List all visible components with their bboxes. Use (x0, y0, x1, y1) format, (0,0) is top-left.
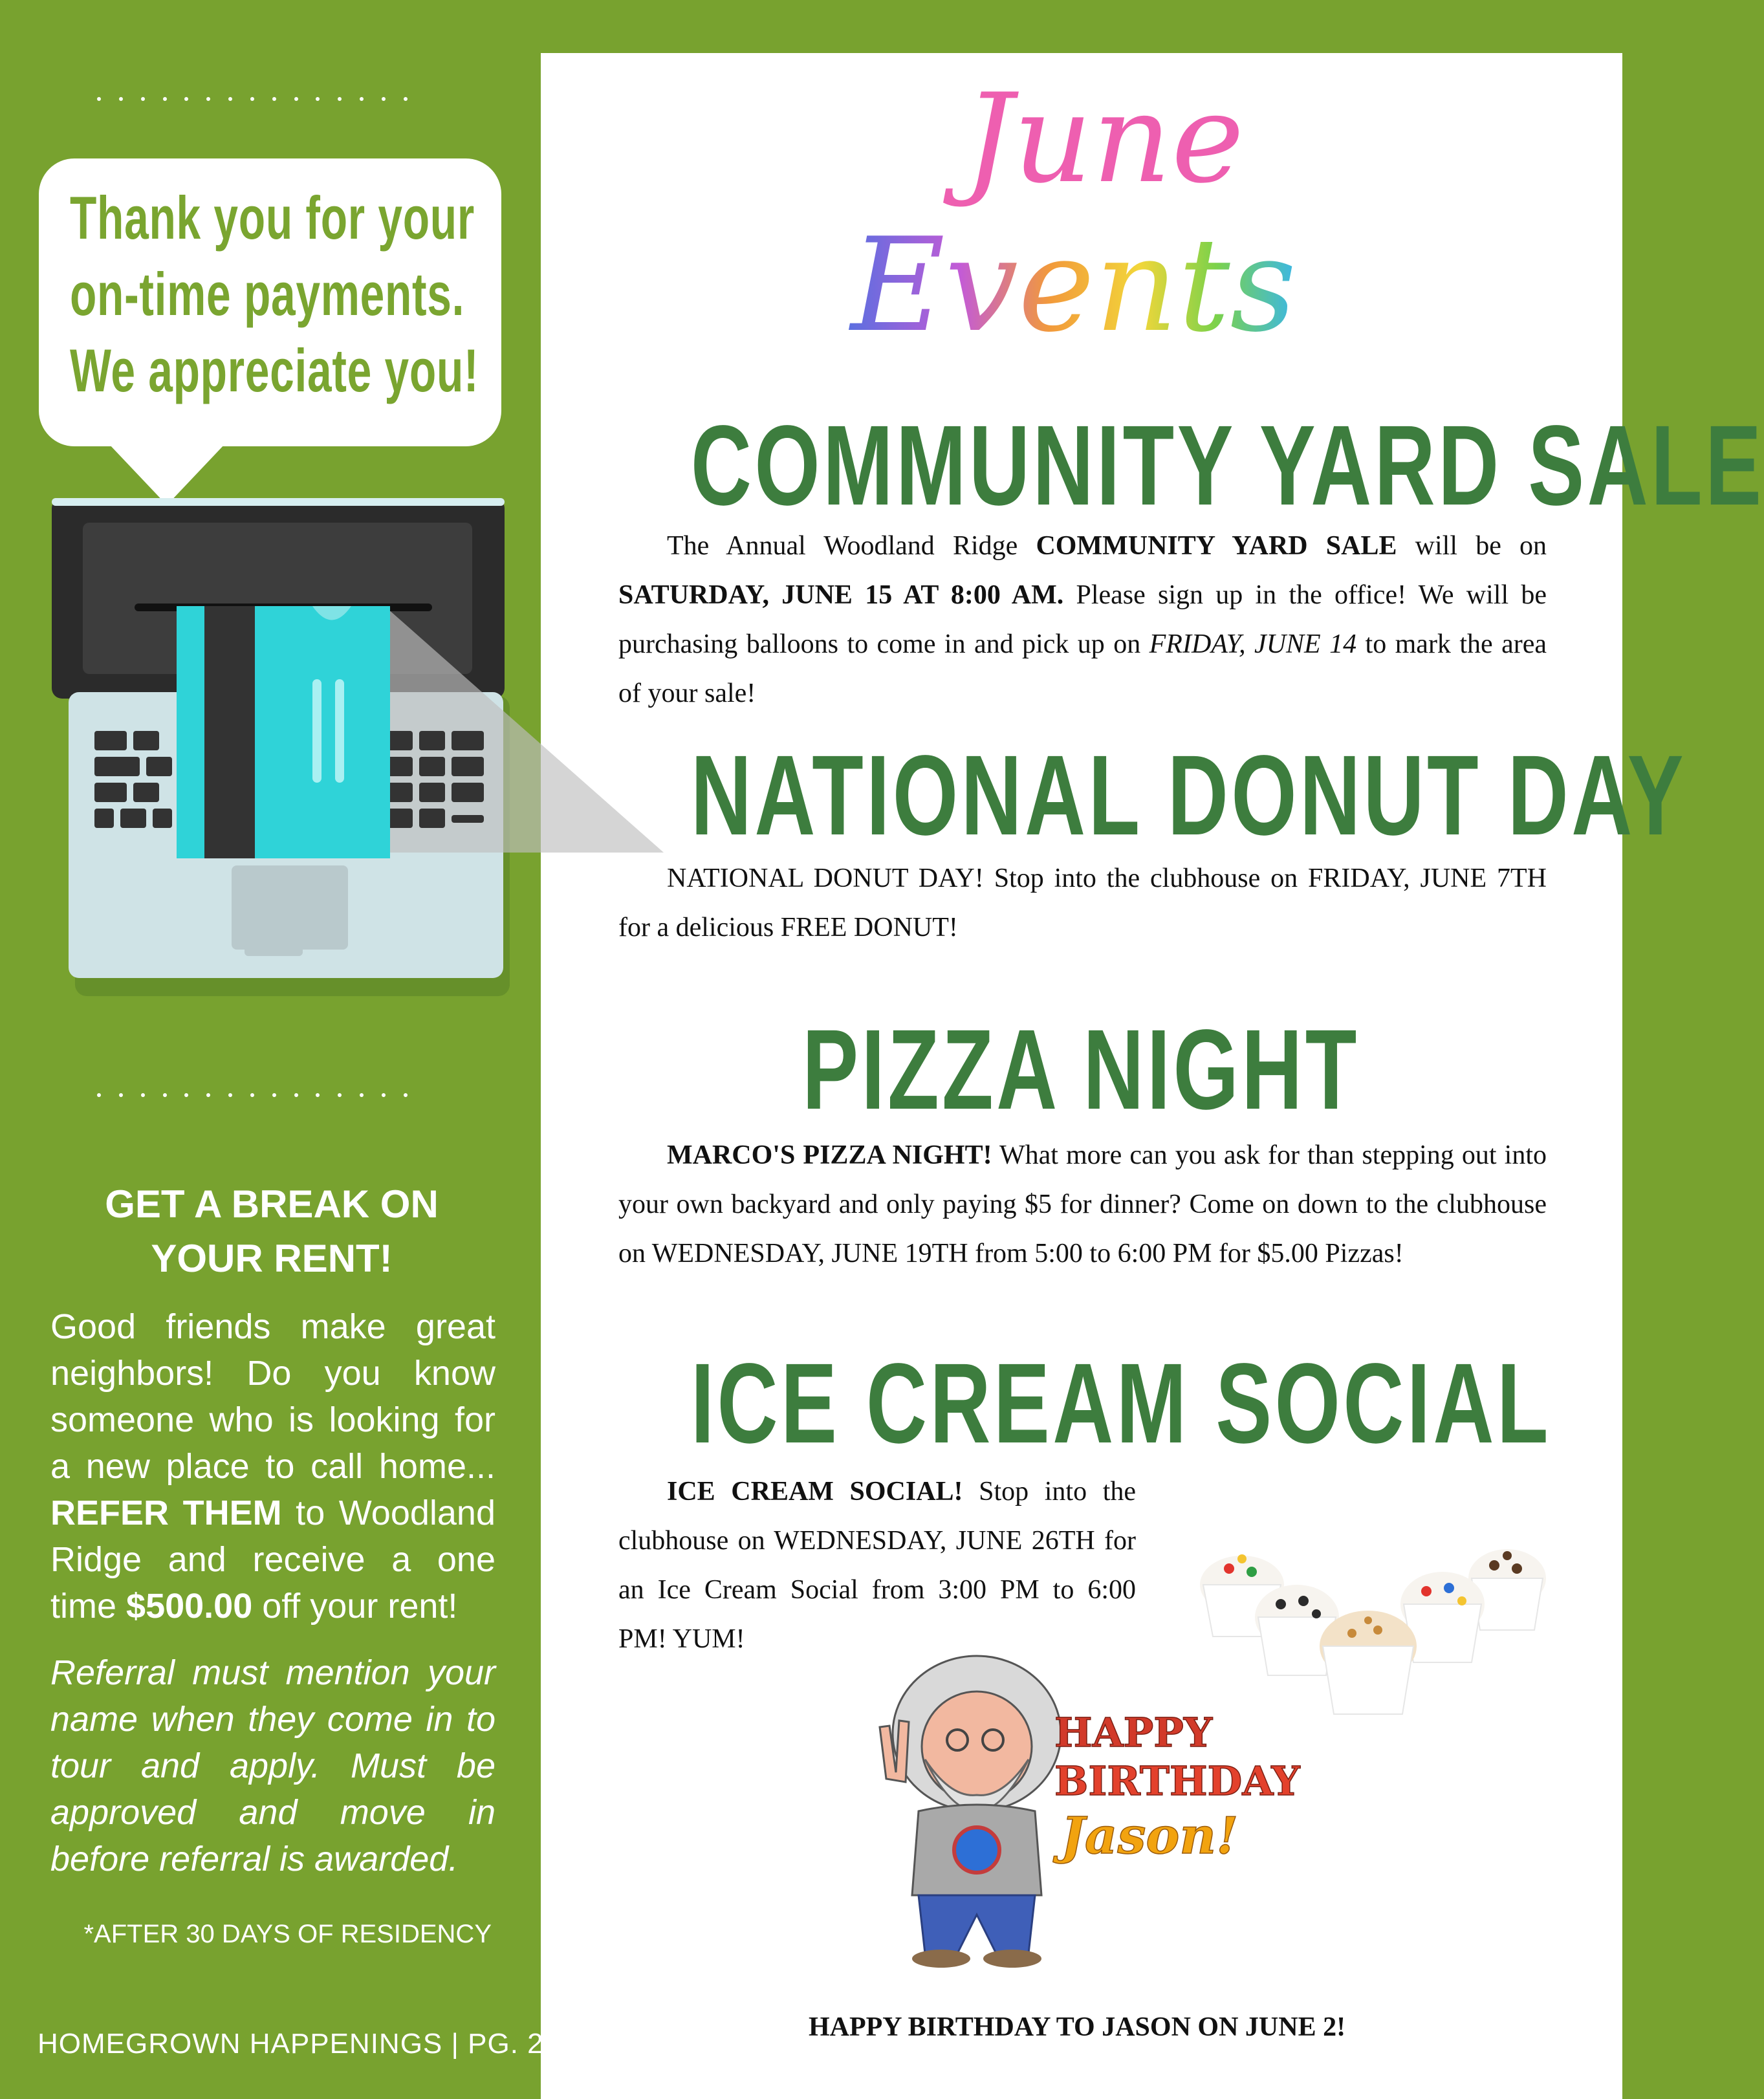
page-footer: HOMEGROWN HAPPENINGS | PG. 2 (38, 2028, 544, 2060)
birthday-caricature-icon (860, 1649, 1300, 1973)
divider-dots-top (97, 97, 408, 110)
referral-conditions: Referral must mention your name when they come in to tour and apply. Must be approved and move in before referral is awarded. (50, 1653, 495, 1878)
donut-day-body: NATIONAL DONUT DAY! Stop into the clubhouse on FRIDAY, JUNE 7TH for a delicious FREE DONUT! (618, 864, 1547, 942)
ice-cream-heading: ICE CREAM SOCIAL (690, 1340, 1551, 1467)
jason-word: Jason! (1061, 1807, 1239, 1865)
events-word: Events (851, 210, 1297, 361)
referral-body: Good friends make great neighbors! Do you know someone who is looking for a new place to call home... REFER THEM to Woodland Ridge and receive a one time $500.00 off your rent! (50, 1303, 495, 1629)
happy-word: HAPPY (1054, 1709, 1213, 1756)
birthday-caption: HAPPY BIRTHDAY TO JASON ON JUNE 2! (809, 2012, 1346, 2042)
june-word: June (964, 67, 1245, 210)
laptop-card-payment-icon (50, 498, 665, 996)
thank-you-message: Thank you for your on-time payments. We appreciate you! (70, 184, 479, 404)
speech-bubble-tail (109, 444, 225, 505)
pizza-night-body: MARCO'S PIZZA NIGHT! What more can you ask for than stepping out into your own backyard and only paying $5 for dinner? Come on down to the clubhouse on WEDNESDAY, JUNE 19TH from 5:00 to 6:00 PM for $5.00 Pizzas! (618, 1140, 1547, 1268)
divider-dots-bottom (97, 1093, 408, 1106)
ice-cream-body: ICE CREAM SOCIAL! Stop into the clubhouse on WEDNESDAY, JUNE 26TH for an Ice Cream Social from 3:00 PM to 6:00 PM! YUM! (618, 1477, 1137, 1654)
pizza-night-heading: PIZZA NIGHT (802, 1006, 1360, 1133)
yard-sale-heading: COMMUNITY YARD SALE (690, 402, 1764, 529)
referral-line-refer: REFER THEM to Woodland (50, 1494, 495, 1532)
donut-day-heading: NATIONAL DONUT DAY (690, 732, 1687, 859)
referral-heading: GET A BREAK ON YOUR RENT! (105, 1182, 439, 1280)
referral-line-amount: time $500.00 off your rent! (50, 1587, 458, 1626)
birthday-word: BIRTHDAY (1054, 1757, 1300, 1805)
residency-note: *AFTER 30 DAYS OF RESIDENCY (83, 1920, 492, 1948)
june-events-title (847, 65, 1339, 362)
yard-sale-body: The Annual Woodland Ridge COMMUNITY YARD SALE will be on SATURDAY, JUNE 15 AT 8:00 AM. Please sign up in the office! We will be purchasing balloons to come in and pick up on FRIDAY, JUNE 14 to mark the area of your sale! (618, 531, 1547, 708)
